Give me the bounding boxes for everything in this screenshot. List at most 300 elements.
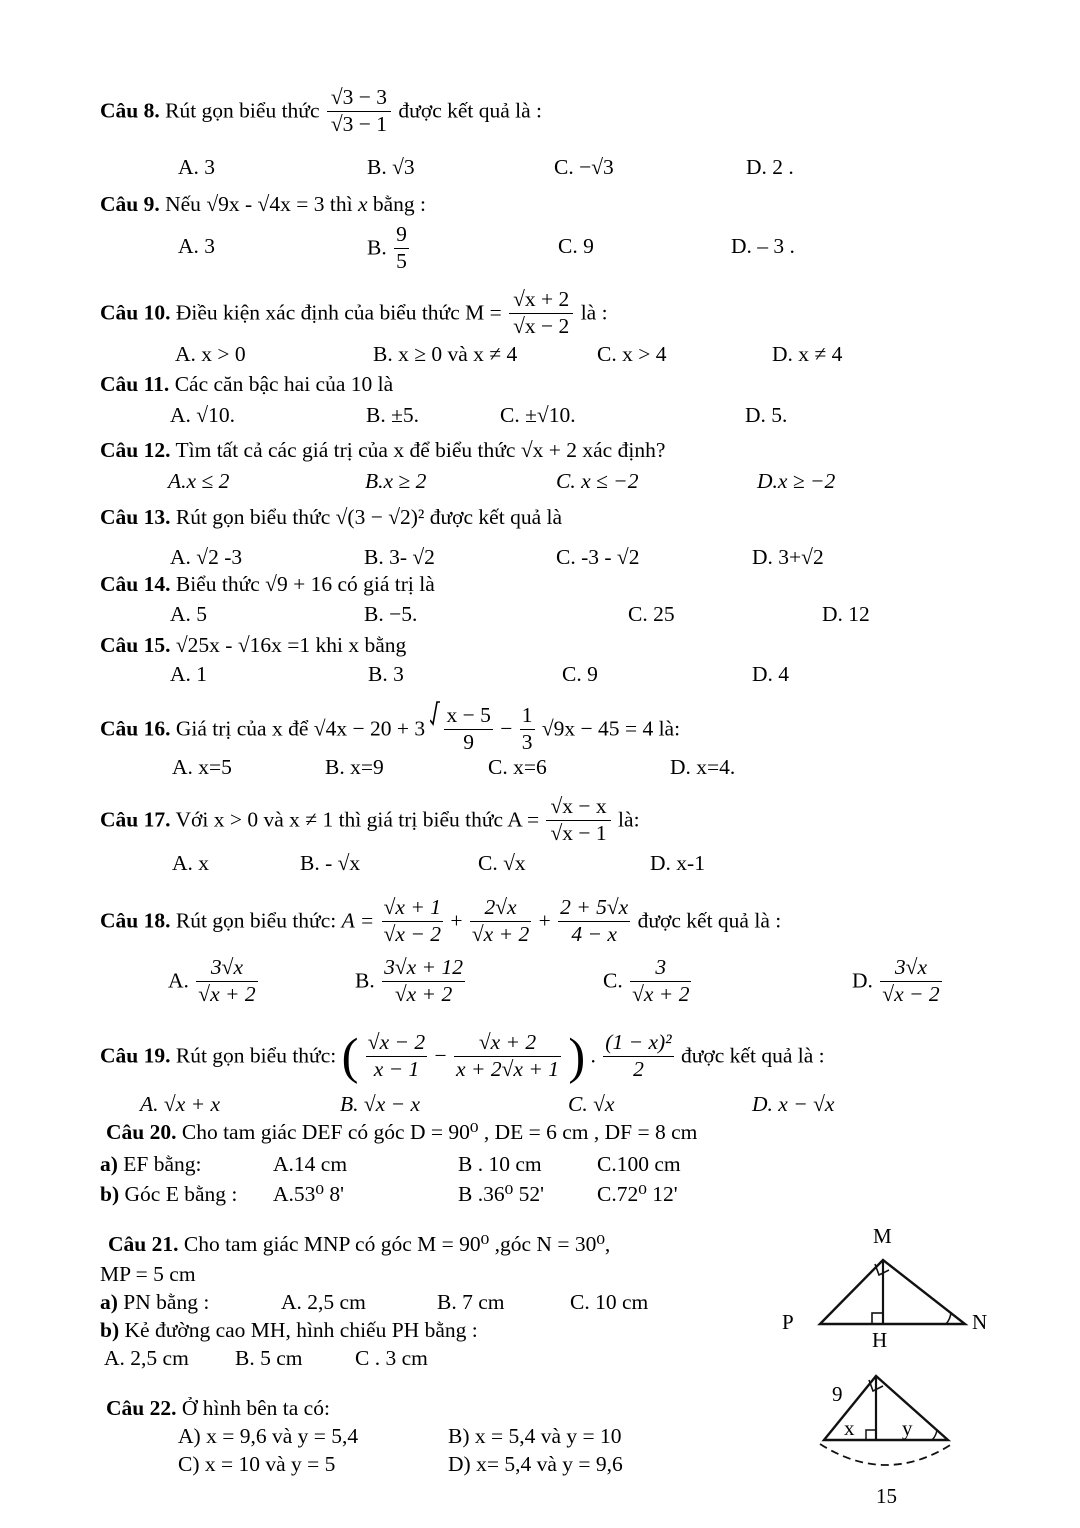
option-text: 3: [204, 155, 216, 179]
option-text: -3 - √2: [581, 545, 640, 569]
question-cau12: [100, 438, 665, 463]
option-text: √x: [503, 851, 526, 875]
question-cau21-part-a: [100, 1290, 209, 1315]
option-text: 4: [778, 662, 790, 686]
option-text: 25: [653, 602, 675, 626]
option-cau18-b[interactable]: [355, 955, 467, 1007]
option-cau10-b[interactable]: [373, 342, 517, 367]
option-key: A.: [170, 403, 191, 427]
option-text: √x − x: [363, 1092, 421, 1116]
option-key: C): [178, 1452, 200, 1476]
option-text: √x + x: [163, 1092, 221, 1116]
fraction-cau8: [327, 86, 391, 135]
fraction-numerator: 2√x: [484, 895, 517, 920]
option-text: √10.: [196, 403, 235, 427]
option-text: x=9: [350, 755, 384, 779]
question-prompt: Tìm tất cả các giá trị của x để biểu thức: [175, 438, 516, 462]
option-key: A.: [172, 755, 193, 779]
option-key: C.: [597, 1152, 617, 1176]
option-key: B.: [300, 851, 320, 875]
expr-sqrt-x-plus-2: √x + 2: [520, 438, 578, 462]
option-key: B.: [325, 755, 345, 779]
option-cau18-c[interactable]: [603, 955, 693, 1007]
option-key: B.: [373, 342, 393, 366]
option-cau20b-a[interactable]: [273, 1182, 344, 1207]
option-text: 36⁰ 52': [483, 1182, 544, 1206]
option-cau21a-b[interactable]: [437, 1290, 505, 1315]
option-cau21b-c[interactable]: [355, 1346, 428, 1371]
expr-cau14: √9 + 16: [265, 572, 333, 596]
option-key: A.: [172, 851, 193, 875]
option-fraction: [880, 956, 941, 1005]
fraction-numerator: (1 − x)²: [605, 1030, 672, 1055]
option-cau22-b[interactable]: [448, 1424, 622, 1449]
option-cau15-b[interactable]: [368, 662, 404, 687]
question-label: Câu 19.: [100, 1043, 171, 1068]
option-key: C.: [500, 403, 520, 427]
question-prompt-tail: =1 khi x bằng: [287, 633, 407, 657]
option-cau17-d[interactable]: [650, 851, 705, 876]
expr-cau13: √(3 − √2)²: [335, 505, 425, 529]
option-key: B .: [458, 1182, 484, 1206]
question-prompt: Điều kiện xác định của biểu thức M =: [175, 300, 502, 325]
option-cau22-d[interactable]: [448, 1452, 623, 1477]
option-text: √x: [593, 1092, 615, 1116]
leg-label-9: 9: [832, 1382, 843, 1406]
question-prompt: Nếu: [165, 192, 201, 216]
option-cau13-d[interactable]: [752, 545, 824, 570]
option-key: B.: [365, 469, 384, 493]
question-prompt: Rút gọn biểu thức:: [175, 1043, 337, 1068]
option-text: 2,5 cm: [307, 1290, 366, 1314]
option-text: 3: [204, 234, 216, 258]
option-text: x=4.: [696, 755, 736, 779]
option-key: D.: [746, 155, 767, 179]
option-key: C.: [556, 545, 576, 569]
part-text: EF bằng:: [123, 1152, 202, 1176]
option-cau10-a[interactable]: [175, 342, 246, 367]
option-key: A.: [175, 342, 196, 366]
option-key: A.: [170, 662, 191, 686]
option-cau16-b[interactable]: [325, 755, 384, 780]
option-text: x = 9,6 và y = 5,4: [206, 1424, 359, 1448]
question-cau11: [100, 372, 393, 397]
option-cau12-a[interactable]: [168, 469, 229, 494]
option-cau21b-a[interactable]: [104, 1346, 189, 1371]
fraction-9-5: [394, 223, 409, 272]
option-cau22-a[interactable]: [178, 1424, 358, 1449]
vertex-label-M: M: [873, 1224, 892, 1248]
option-key: C .: [355, 1346, 381, 1370]
diagram-triangle-mnp: [780, 1224, 1010, 1357]
option-text: – 3 .: [757, 234, 795, 258]
option-cau14-c[interactable]: [628, 602, 675, 627]
fraction-numerator: √x + 1: [383, 895, 441, 920]
option-cau8-c[interactable]: [554, 155, 614, 180]
option-key: C.: [628, 602, 648, 626]
option-key: D.: [670, 755, 691, 779]
part-key: b): [100, 1182, 120, 1206]
fraction-numerator: √3 − 3: [330, 85, 388, 110]
option-cau9-a[interactable]: [178, 234, 215, 259]
option-key: B.: [364, 602, 384, 626]
option-cau9-c[interactable]: [558, 234, 594, 259]
question-cau14: [100, 572, 435, 597]
option-cau20b-c[interactable]: [597, 1182, 678, 1207]
question-prompt: Giá trị của x để: [175, 716, 309, 741]
question-prompt-tail: được kết quả là :: [680, 1043, 825, 1068]
option-key: C.: [554, 155, 574, 179]
operator-minus: −: [434, 1043, 447, 1068]
option-cau14-b[interactable]: [364, 602, 417, 627]
option-text: 5.: [771, 403, 788, 427]
option-cau18-d[interactable]: [852, 955, 944, 1007]
question-prompt: Ở hình bên ta có:: [181, 1396, 330, 1420]
question-prompt-tail: là :: [580, 300, 608, 325]
question-label: Câu 12.: [100, 438, 171, 462]
option-cau12-c[interactable]: [556, 469, 638, 494]
question-cau10: [100, 287, 608, 339]
option-cau20a-c[interactable]: [597, 1152, 681, 1177]
option-key: C.: [603, 968, 623, 993]
option-key: C.: [597, 342, 617, 366]
fraction-denominator: 4 − x: [558, 921, 630, 946]
option-text: x ≤ 2: [186, 469, 230, 493]
option-cau8-b[interactable]: [367, 155, 415, 180]
option-cau17-a[interactable]: [172, 851, 209, 876]
option-key: A.: [104, 1346, 125, 1370]
part-key: b): [100, 1318, 120, 1342]
question-prompt-tail: được kết quả là :: [398, 98, 543, 123]
question-prompt: Rút gọn biểu thức: [175, 505, 331, 529]
question-prompt-tail: được kết quả là :: [637, 908, 782, 933]
operator-plus-1: +: [450, 908, 463, 933]
question-label: Câu 13.: [100, 505, 171, 529]
option-cau12-d[interactable]: [757, 469, 835, 494]
question-cau13: [100, 505, 562, 530]
fraction-term2: [454, 1031, 561, 1080]
question-cau18: [100, 895, 782, 947]
question-label: Câu 15.: [100, 633, 171, 657]
option-key: A.: [170, 545, 191, 569]
option-key: A.: [273, 1152, 294, 1176]
fraction-term1: [366, 1031, 427, 1080]
option-text: 5: [196, 602, 208, 626]
question-cau20-part-b: [100, 1182, 237, 1207]
option-cau16-a[interactable]: [172, 755, 232, 780]
option-text: 10 cm: [488, 1152, 542, 1176]
option-cau13-c[interactable]: [556, 545, 639, 570]
question-label: Câu 20.: [106, 1120, 177, 1144]
close-paren: ): [568, 1027, 586, 1084]
option-key: B.: [366, 403, 386, 427]
open-paren: (: [341, 1027, 359, 1084]
option-text: 9: [587, 662, 598, 686]
lhs-A-equals: A =: [341, 908, 375, 933]
minus-sign: −: [500, 716, 513, 741]
question-label: Câu 18.: [100, 908, 171, 933]
option-text: √2 -3: [196, 545, 243, 569]
fraction-x5-9: [444, 704, 492, 753]
option-text: 2 .: [772, 155, 794, 179]
expr-4x: √4x: [257, 192, 291, 216]
option-key: D.: [822, 602, 843, 626]
option-cau9-b[interactable]: [367, 222, 411, 274]
option-cau14-d[interactable]: [822, 602, 870, 627]
option-text: 14 cm: [293, 1152, 348, 1176]
option-text: x ≥ 0 và x ≠ 4: [398, 342, 518, 366]
option-fraction: [196, 956, 257, 1005]
question-label: Câu 17.: [100, 807, 171, 832]
option-text: - √x: [325, 851, 361, 875]
option-cau11-d[interactable]: [745, 403, 787, 428]
option-text: x-1: [676, 851, 705, 875]
option-text: 3- √2: [389, 545, 435, 569]
foot-label-H: H: [872, 1328, 888, 1352]
fraction-term3: [603, 1031, 673, 1080]
option-text: 3: [393, 662, 404, 686]
option-cau21b-b[interactable]: [235, 1346, 303, 1371]
fraction-numerator: x − 5: [446, 703, 491, 728]
option-text: √3: [392, 155, 415, 179]
option-cau17-b[interactable]: [300, 851, 360, 876]
option-cau13-a[interactable]: [170, 545, 242, 570]
option-cau21a-a[interactable]: [281, 1290, 366, 1315]
option-cau19-b[interactable]: [340, 1092, 420, 1117]
option-cau8-d[interactable]: [746, 155, 794, 180]
option-key: D.: [731, 234, 752, 258]
question-cau20-part-a: [100, 1152, 202, 1177]
fraction-numerator: 9: [396, 222, 407, 247]
question-prompt: Rút gọn biểu thức:: [175, 908, 337, 933]
option-key: D.: [757, 469, 778, 493]
part-text: PN bằng :: [123, 1290, 210, 1314]
option-key: A.: [140, 1092, 159, 1116]
fraction-denominator: √x + 2: [471, 921, 530, 946]
option-key: B .: [458, 1152, 484, 1176]
segment-label-y: y: [902, 1416, 913, 1440]
question-prompt-tail: bằng :: [372, 192, 427, 216]
part-text: Góc E bằng :: [124, 1182, 238, 1206]
option-key: A.: [168, 968, 189, 993]
fraction-numerator: 3: [655, 955, 667, 980]
option-key: C.: [597, 1182, 617, 1206]
radical-sign-icon: [430, 698, 440, 748]
option-fraction: [630, 956, 691, 1005]
option-key: B): [448, 1424, 470, 1448]
part-key: a): [100, 1152, 118, 1176]
option-text: 10 cm: [595, 1290, 649, 1314]
expr-25x: √25x: [175, 633, 220, 657]
fraction-numerator: √x − x: [550, 794, 607, 819]
option-cau9-d[interactable]: [731, 234, 795, 259]
option-key: B.: [437, 1290, 457, 1314]
option-cau20a-b[interactable]: [458, 1152, 542, 1177]
minus-sign: -: [245, 192, 253, 216]
question-label: Câu 11.: [100, 372, 170, 396]
option-cau16-c[interactable]: [488, 755, 547, 780]
fraction-denominator: 9: [444, 729, 492, 754]
option-key: B.: [340, 1092, 359, 1116]
option-text: x ≤ −2: [581, 469, 639, 493]
option-text: 1: [196, 662, 208, 686]
option-cau11-b[interactable]: [366, 403, 419, 428]
option-key: B.: [367, 235, 387, 260]
question-prompt: Với x > 0 và x ≠ 1 thì giá trị biểu thức A =: [175, 807, 540, 832]
option-cau12-b[interactable]: [365, 469, 426, 494]
question-cau21-line1: [108, 1232, 610, 1257]
option-key: A.: [281, 1290, 302, 1314]
option-text: x=6: [513, 755, 547, 779]
expr-4x-20: √4x − 20: [313, 716, 392, 741]
option-cau15-c[interactable]: [562, 662, 598, 687]
option-cau11-a[interactable]: [170, 403, 235, 428]
question-label: Câu 9.: [100, 192, 160, 216]
fraction-denominator: 5: [396, 248, 407, 273]
fraction-denominator: x + 2√x + 1: [456, 1056, 559, 1081]
fraction-denominator: √x + 2: [382, 981, 465, 1006]
fraction-numerator: 2 + 5√x: [560, 895, 629, 920]
option-key: B.: [364, 545, 384, 569]
question-label: Câu 21.: [108, 1232, 179, 1256]
fraction-numerator: 3√x + 12: [384, 955, 463, 980]
option-key: A.: [273, 1182, 294, 1206]
option-cau20a-a[interactable]: [273, 1152, 347, 1177]
fraction-term1: [382, 896, 443, 945]
option-text: 2,5 cm: [130, 1346, 189, 1370]
expr-16x: √16x: [237, 633, 282, 657]
question-prompt-tail: là:: [658, 716, 681, 741]
option-cau21a-c[interactable]: [570, 1290, 648, 1315]
option-cau20b-b[interactable]: [458, 1182, 544, 1207]
option-text: x ≥ −2: [777, 469, 836, 493]
option-text: 72⁰ 12': [616, 1182, 678, 1206]
question-prompt-tail: xác định?: [582, 438, 666, 462]
option-text: x=5: [198, 755, 232, 779]
option-key: D.: [745, 403, 766, 427]
option-text: −5.: [389, 602, 418, 626]
expr-9x-45: √9x − 45: [541, 716, 620, 741]
option-cau16-d[interactable]: [670, 755, 735, 780]
operator-plus-2: +: [538, 908, 551, 933]
question-label: Câu 10.: [100, 300, 171, 325]
fraction-denominator: √x + 2: [198, 981, 256, 1006]
fraction-denominator: 2: [603, 1056, 673, 1081]
big-radical: [430, 703, 620, 755]
fraction-denominator: x − 1: [366, 1056, 427, 1081]
option-key: D.: [852, 968, 873, 993]
option-key: C.: [568, 1092, 588, 1116]
fraction-denominator: √x + 2: [632, 981, 690, 1006]
question-cau22: [106, 1396, 330, 1421]
option-cau22-c[interactable]: [178, 1452, 335, 1477]
option-cau19-a[interactable]: [140, 1092, 220, 1117]
option-key: D.: [772, 342, 793, 366]
option-key: B.: [355, 968, 375, 993]
question-label: Câu 22.: [106, 1396, 177, 1420]
question-label: Câu 8.: [100, 98, 160, 123]
fraction-1-3: [520, 704, 535, 753]
option-text: x − √x: [778, 1092, 835, 1116]
minus-sign: -: [225, 633, 233, 657]
option-fraction: [382, 956, 465, 1005]
fraction-denominator: 3: [521, 729, 533, 754]
question-cau20: [106, 1120, 697, 1145]
diagram-right-triangle-altitude: [800, 1368, 1010, 1513]
option-text: x: [198, 851, 210, 875]
operator-dot: .: [590, 1043, 596, 1068]
option-text: ±5.: [391, 403, 420, 427]
option-cau15-d[interactable]: [752, 662, 789, 687]
variable-x: x: [357, 192, 368, 216]
option-text: x ≠ 4: [798, 342, 843, 366]
question-cau15: [100, 633, 406, 658]
question-prompt: Các căn bậc hai của 10 là: [174, 372, 394, 396]
option-key: A.: [168, 469, 187, 493]
option-key: A.: [170, 602, 191, 626]
question-prompt-tail: được kết quả là: [429, 505, 562, 529]
option-text: 12: [848, 602, 870, 626]
fraction-denominator: √x − 1: [546, 820, 610, 845]
fraction-numerator: √x + 2: [478, 1030, 537, 1055]
option-key: C.: [562, 662, 582, 686]
option-cau13-b[interactable]: [364, 545, 435, 570]
option-key: A.: [178, 234, 199, 258]
option-text: 53⁰ 8': [293, 1182, 345, 1206]
plus-3: + 3: [396, 716, 426, 741]
question-prompt-2: MP = 5 cm: [100, 1262, 196, 1286]
option-cau10-d[interactable]: [772, 342, 842, 367]
option-text: x = 5,4 và y = 10: [474, 1424, 622, 1448]
fraction-numerator: √x + 2: [513, 287, 570, 312]
question-prompt-tail: là:: [618, 807, 640, 832]
option-cau17-c[interactable]: [478, 851, 526, 876]
option-cau14-a[interactable]: [170, 602, 207, 627]
hypotenuse-label-15: 15: [876, 1484, 897, 1508]
question-label: Câu 16.: [100, 716, 171, 741]
question-label: Câu 14.: [100, 572, 171, 596]
option-key: A.: [178, 155, 199, 179]
option-text: x > 4: [622, 342, 667, 366]
segment-label-x: x: [844, 1416, 855, 1440]
fraction-numerator: 1: [521, 703, 533, 728]
option-cau15-a[interactable]: [170, 662, 207, 687]
option-text: 5 cm: [260, 1346, 303, 1370]
option-cau19-d[interactable]: [752, 1092, 834, 1117]
fraction-denominator: √x − 2: [383, 921, 441, 946]
option-key: C.: [558, 234, 578, 258]
option-key: D.: [752, 545, 773, 569]
option-cau19-c[interactable]: [568, 1092, 614, 1117]
option-cau11-c[interactable]: [500, 403, 576, 428]
option-key: D): [448, 1452, 471, 1476]
question-prompt: Biểu thức: [175, 572, 260, 596]
option-text: x ≥ 2: [383, 469, 427, 493]
question-cau21-part-b: [100, 1318, 478, 1343]
question-prompt-mid: = 3 thì: [296, 192, 353, 216]
question-cau17: [100, 794, 640, 846]
option-cau8-a[interactable]: [178, 155, 215, 180]
option-cau10-c[interactable]: [597, 342, 666, 367]
option-cau18-a[interactable]: [168, 955, 260, 1007]
option-text: x= 5,4 và y = 9,6: [476, 1452, 623, 1476]
question-cau9: [100, 192, 426, 217]
option-text: 3+√2: [778, 545, 824, 569]
question-cau16: [100, 703, 681, 755]
option-text: x > 0: [201, 342, 246, 366]
option-text: −√3: [579, 155, 614, 179]
question-cau8: [100, 85, 543, 137]
